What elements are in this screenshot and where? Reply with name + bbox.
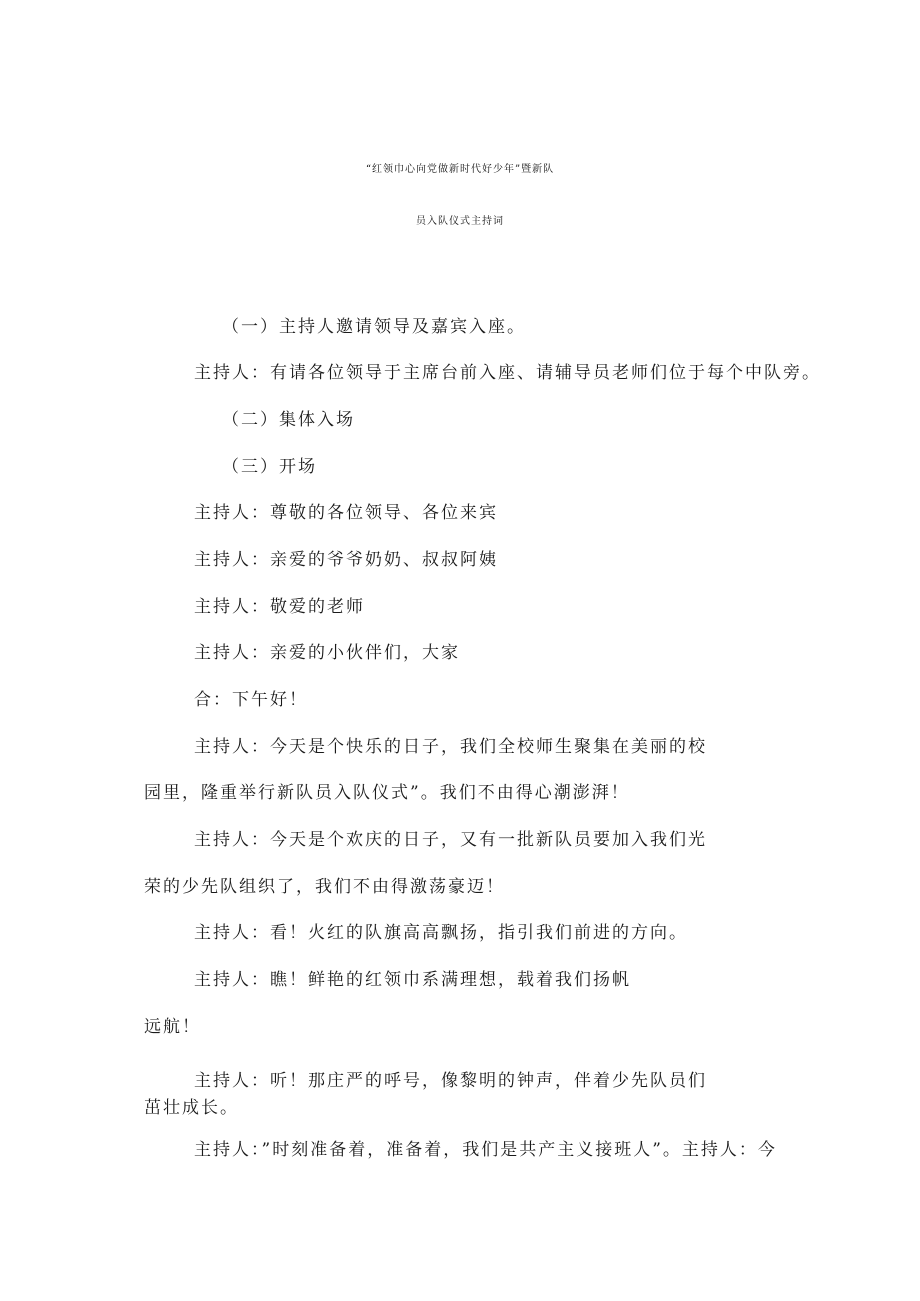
paragraph-line: 合：下午好！ xyxy=(194,690,308,710)
paragraph-line: 主持人：”时刻准备着，准备着，我们是共产主义接班人”。主持人：今 xyxy=(194,1140,777,1160)
paragraph-line: 远航！ xyxy=(144,1017,201,1037)
paragraph-line: 主持人：看！火红的队旗高高飘扬，指引我们前进的方向。 xyxy=(194,923,688,943)
section-heading-3: （三）开场 xyxy=(222,457,317,477)
paragraph-line: 主持人：今天是个欢庆的日子，又有一批新队员要加入我们光 xyxy=(194,830,707,850)
paragraph-line: 园里，隆重举行新队员入队仪式”。我们不由得心潮澎湃！ xyxy=(144,783,630,803)
paragraph-line: 主持人：有请各位领导于主席台前入座、请辅导员老师们位于每个中队旁。 xyxy=(194,363,821,383)
paragraph-line: 主持人：今天是个快乐的日子，我们全校师生聚集在美丽的校 xyxy=(194,737,707,757)
paragraph-line: 茁壮成长。 xyxy=(144,1098,239,1118)
paragraph-line: 主持人：亲爱的爷爷奶奶、叔叔阿姨 xyxy=(194,550,498,570)
document-title-line-1: “红领巾心向党做新时代好少年”暨新队 xyxy=(365,164,555,175)
paragraph-line: 主持人：瞧！鲜艳的红领巾系满理想，载着我们扬帆 xyxy=(194,970,631,990)
paragraph-line: 主持人：尊敬的各位领导、各位来宾 xyxy=(194,503,498,523)
paragraph-line: 主持人：敬爱的老师 xyxy=(194,597,365,617)
document-title-line-2: 员入队仪式主持词 xyxy=(416,216,504,227)
section-heading-1: （一）主持人邀请领导及嘉宾入座。 xyxy=(222,317,526,337)
section-heading-2: （二）集体入场 xyxy=(222,410,355,430)
paragraph-line: 主持人：听！那庄严的呼号，像黎明的钟声，伴着少先队员们 xyxy=(194,1071,707,1091)
paragraph-line: 荣的少先队组织了，我们不由得激荡豪迈！ xyxy=(144,877,505,897)
paragraph-line: 主持人：亲爱的小伙伴们，大家 xyxy=(194,643,460,663)
